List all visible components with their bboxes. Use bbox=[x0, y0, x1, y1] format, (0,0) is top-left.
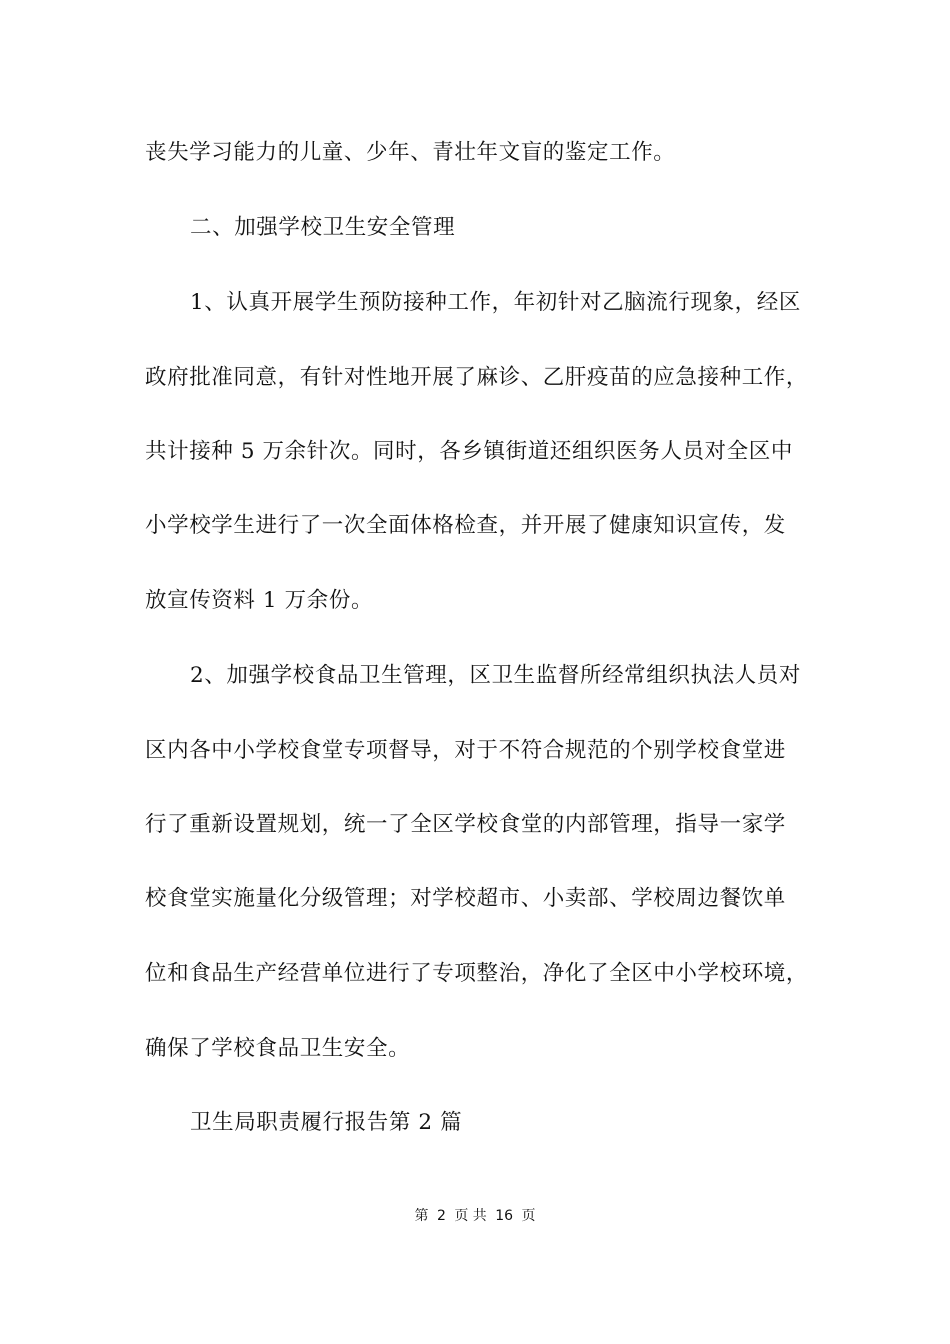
page-footer bbox=[0, 1206, 950, 1226]
paragraph-line: 1、认真开展学生预防接种工作，年初针对乙脑流行现象，经区 bbox=[190, 290, 801, 315]
total-pages-number: 16 bbox=[495, 1208, 514, 1224]
paragraph-line: 2、加强学校食品卫生管理，区卫生监督所经常组织执法人员对 bbox=[190, 663, 801, 688]
paragraph-line: 校食堂实施量化分级管理；对学校超市、小卖部、学校周边餐饮单 bbox=[145, 886, 786, 911]
paragraph-line: 丧失学习能力的儿童、少年、青壮年文盲的鉴定工作。 bbox=[145, 140, 676, 165]
paragraph-line: 小学校学生进行了一次全面体格检查，并开展了健康知识宣传，发 bbox=[145, 513, 786, 538]
paragraph-line: 行了重新设置规划，统一了全区学校食堂的内部管理，指导一家学 bbox=[145, 812, 786, 837]
footer-middle: 页 共 bbox=[454, 1208, 487, 1224]
footer-prefix: 第 bbox=[414, 1208, 429, 1224]
paragraph-line: 位和食品生产经营单位进行了专项整治，净化了全区中小学校环境， bbox=[145, 961, 809, 986]
paragraph-line: 共计接种 5 万余针次。同时，各乡镇街道还组织医务人员对全区中 bbox=[145, 439, 793, 464]
paragraph-line: 确保了学校食品卫生安全。 bbox=[145, 1036, 411, 1061]
current-page-number: 2 bbox=[436, 1208, 446, 1224]
paragraph-line: 放宣传资料 1 万余份。 bbox=[145, 588, 374, 613]
paragraph-line: 区内各中小学校食堂专项督导，对于不符合规范的个别学校食堂进 bbox=[145, 738, 786, 763]
section-heading: 二、加强学校卫生安全管理 bbox=[190, 215, 456, 240]
paragraph-line: 政府批准同意，有针对性地开展了麻诊、乙肝疫苗的应急接种工作， bbox=[145, 365, 809, 390]
article-title: 卫生局职责履行报告第 2 篇 bbox=[190, 1110, 463, 1135]
footer-suffix: 页 bbox=[521, 1208, 536, 1224]
